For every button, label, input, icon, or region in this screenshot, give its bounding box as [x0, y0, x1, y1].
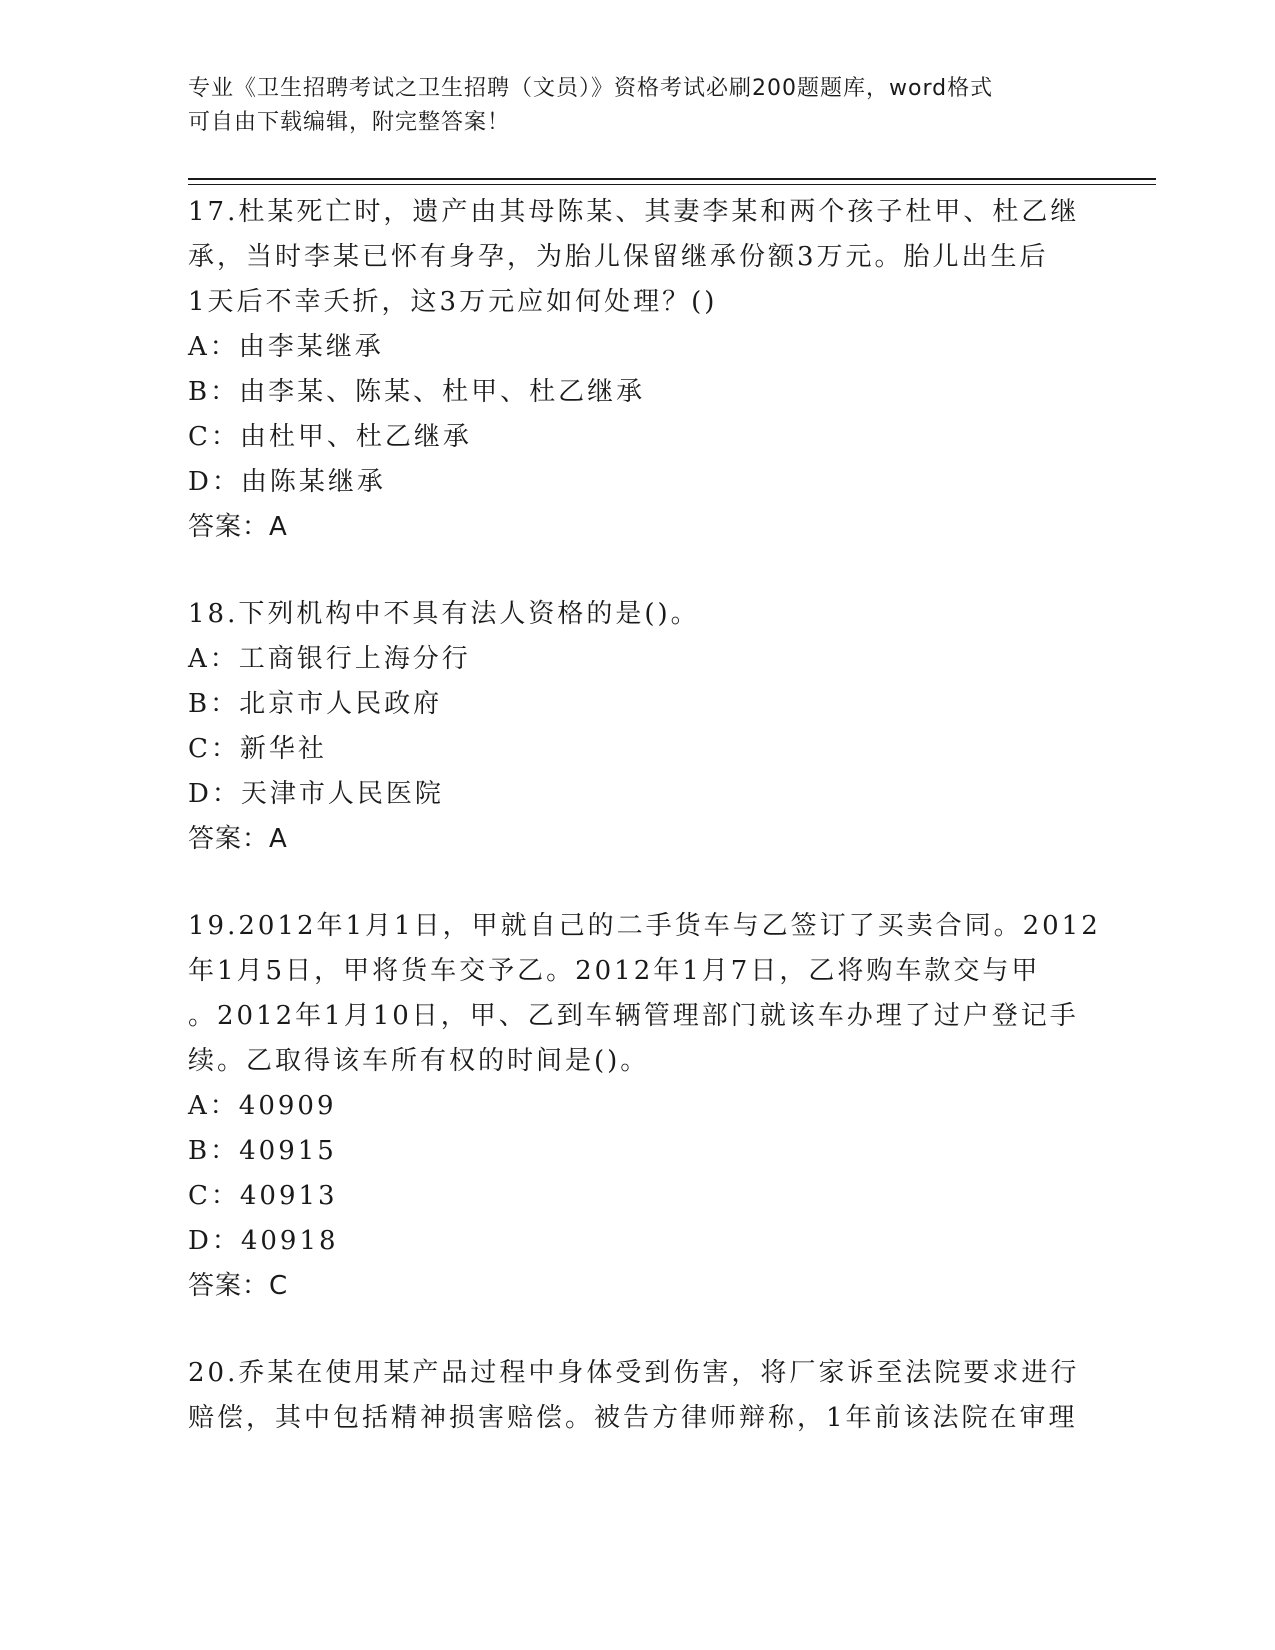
header-line: 可自由下载编辑，附完整答案！: [188, 110, 511, 135]
question-text: 17.杜某死亡时，遗产由其母陈某、其妻李某和两个孩子杜甲、杜乙继: [188, 197, 1080, 227]
question-text: 续。乙取得该车所有权的时间是()。: [188, 1046, 650, 1076]
question-text: 赔偿，其中包括精神损害赔偿。被告方律师辩称，1年前该法院在审理: [188, 1403, 1078, 1433]
question-block: [188, 190, 1088, 550]
option-b: B：40915: [188, 1136, 337, 1166]
question-list: [188, 190, 1101, 1441]
question-text: 年1月5日，甲将货车交予乙。2012年1月7日，乙将购车款交与甲: [188, 956, 1041, 986]
question-text: 19.2012年1月1日，甲就自己的二手货车与乙签订了买卖合同。2012: [188, 911, 1101, 941]
header-divider-thin: [188, 184, 1156, 185]
question-block: [188, 904, 1101, 1309]
header-divider: [188, 178, 1156, 180]
header-line: 专业《卫生招聘考试之卫生招聘（文员）》资格考试必刷200题题库，word格式: [188, 76, 994, 101]
answer-line: 答案：A: [188, 824, 288, 854]
answer-line: 答案：A: [188, 512, 288, 542]
option-a: A：由李某继承: [188, 332, 384, 362]
option-a: A：工商银行上海分行: [188, 644, 471, 674]
option-c: C：由杜甲、杜乙继承: [188, 422, 472, 452]
question-text: 20.乔某在使用某产品过程中身体受到伤害，将厂家诉至法院要求进行: [188, 1358, 1080, 1388]
answer-line: 答案：C: [188, 1271, 289, 1301]
option-a: A：40909: [188, 1091, 337, 1121]
option-d: D：天津市人民医院: [188, 779, 444, 809]
option-b: B：由李某、陈某、杜甲、杜乙继承: [188, 377, 646, 407]
option-d: D：由陈某继承: [188, 467, 386, 497]
question-block: [188, 592, 1088, 862]
document-header: [188, 72, 1088, 140]
option-c: C：40913: [188, 1181, 338, 1211]
option-d: D：40918: [188, 1226, 339, 1256]
option-c: C：新华社: [188, 734, 327, 764]
question-text: 18.下列机构中不具有法人资格的是()。: [188, 599, 700, 629]
question-text: 1天后不幸夭折，这3万元应如何处理？(): [188, 287, 718, 317]
question-text: 承，当时李某已怀有身孕，为胎儿保留继承份额3万元。胎儿出生后: [188, 242, 1049, 272]
option-b: B：北京市人民政府: [188, 689, 443, 719]
question-block: [188, 1351, 1088, 1441]
question-text: 。2012年1月10日，甲、乙到车辆管理部门就该车办理了过户登记手: [188, 1001, 1079, 1031]
